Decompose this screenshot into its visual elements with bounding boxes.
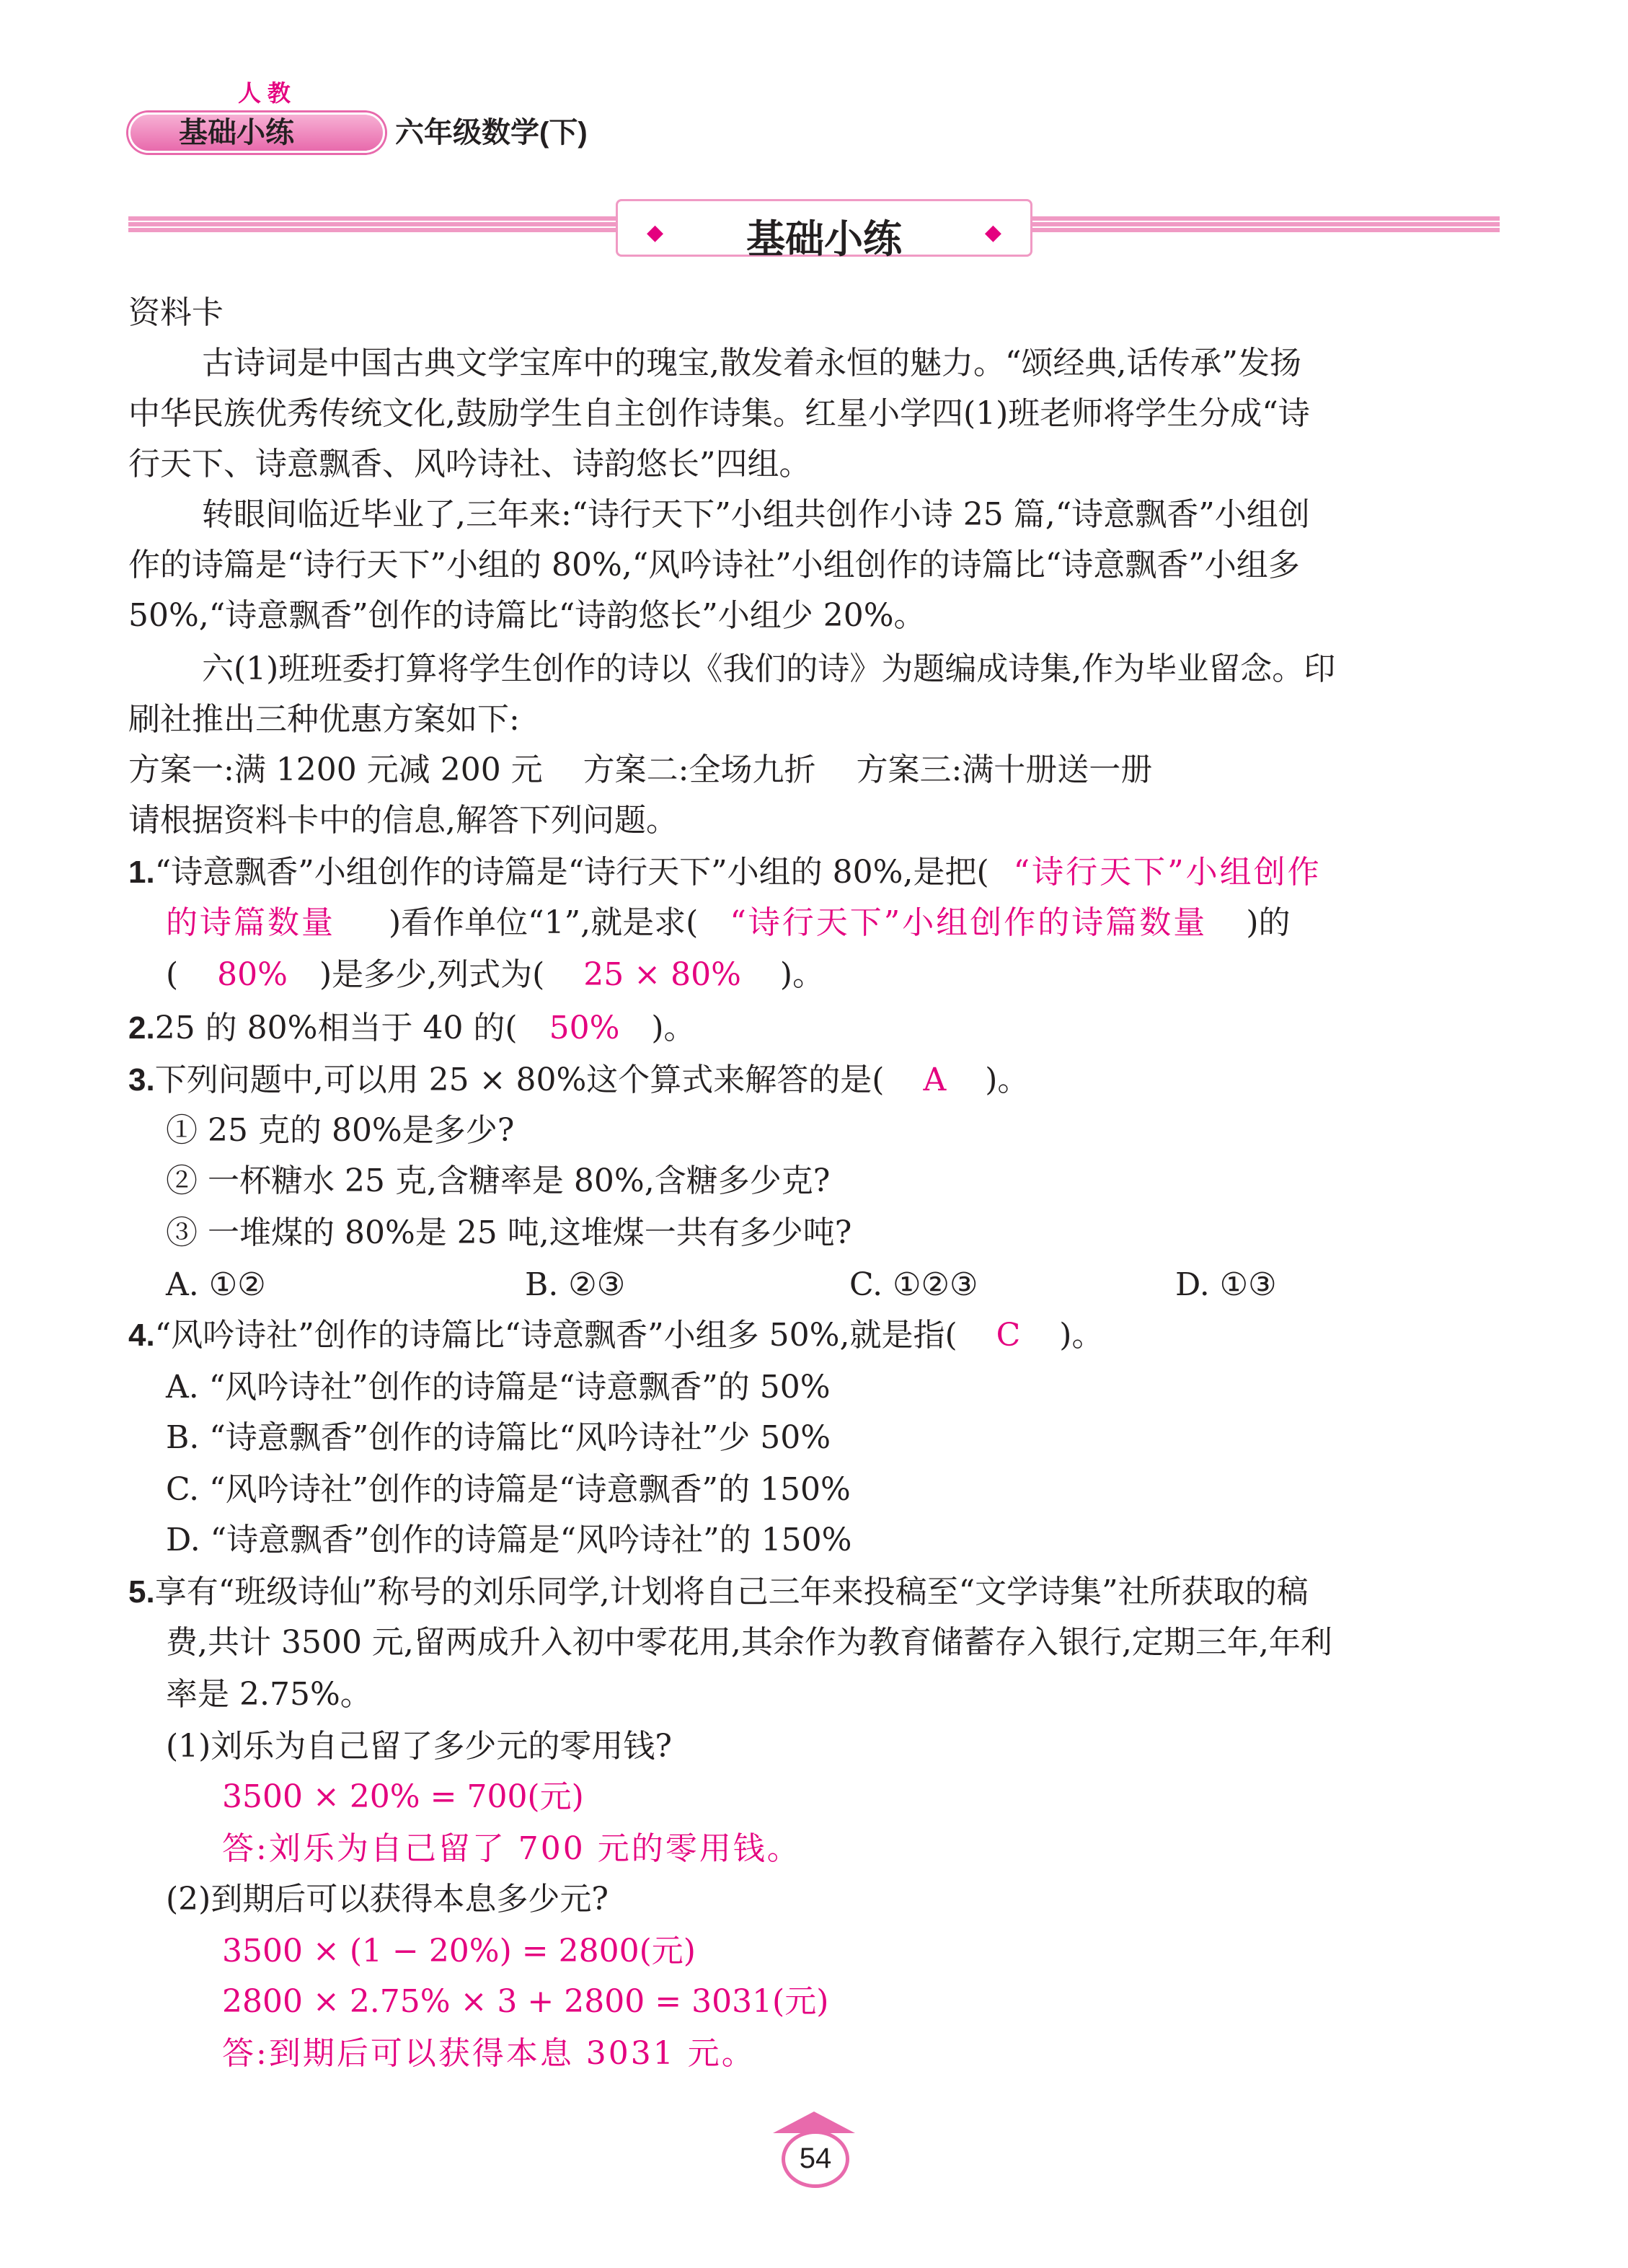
page-number: 54 [799, 2143, 832, 2174]
option-b: B. ②③ [525, 1266, 626, 1303]
question-text: 下列问题中,可以用 25 × 80%这个算式来解答的是( [154, 1062, 885, 1098]
question-text: )。 [1059, 1317, 1104, 1354]
question-number: 4. [128, 1318, 155, 1353]
sub-question-1: (1)刘乐为自己留了多少元的零用钱? [166, 1728, 672, 1765]
card-paragraph-line: 转眼间临近毕业了,三年来:“诗行天下”小组共创作小诗 25 篇,“诗意飘香”小组创 [202, 496, 1310, 533]
question-4-option: D. “诗意飘香”创作的诗篇是“风吟诗社”的 150% [166, 1522, 852, 1558]
card-paragraph-line: 50%,“诗意飘香”创作的诗篇比“诗韵悠长”小组少 20%。 [128, 597, 926, 634]
question-number: 2. [128, 1010, 155, 1046]
question-4 [128, 1314, 1500, 1357]
sub-question-2-calculation: 2800 × 2.75% × 3 + 2800 = 3031(元) [222, 1983, 829, 2020]
question-text: 25 的 80%相当于 40 的( [154, 1010, 518, 1046]
option-a: A. ①② [166, 1266, 266, 1303]
question-1-line-2 [166, 901, 1500, 945]
page-number-badge [766, 2112, 862, 2191]
sub-question-2-calculation: 3500 × (1 − 20%) = 2800(元) [222, 1933, 696, 1969]
question-5-line-1 [128, 1571, 1500, 1614]
question-number: 5. [128, 1574, 155, 1610]
question-number: 3. [128, 1062, 155, 1098]
question-text: )。 [651, 1010, 696, 1046]
sub-question-1-answer: 答:刘乐为自己留了 700 元的零用钱。 [222, 1830, 801, 1867]
card-paragraph-line: 古诗词是中国古典文学宝库中的瑰宝,散发着永恒的魅力。“颂经典,话传承”发扬 [202, 345, 1301, 381]
page-number-circle [782, 2130, 849, 2188]
question-4-option: A. “风吟诗社”创作的诗篇是“诗意飘香”的 50% [166, 1369, 831, 1406]
question-5-line-3: 率是 2.75%。 [166, 1676, 372, 1713]
question-3-statement: ② 一杯糖水 25 克,含糖率是 80%,含糖多少克? [166, 1162, 831, 1199]
question-5-line-2: 费,共计 3500 元,留两成升入初中零花用,其余作为教育储蓄存入银行,定期三年,年利 [166, 1624, 1332, 1661]
question-3-statement: ① 25 克的 80%是多少? [166, 1112, 515, 1149]
banner-stripe-right [1032, 216, 1500, 232]
diamond-icon: ◆ [984, 220, 1001, 245]
answer-blank: 50% [549, 1010, 620, 1046]
question-3 [128, 1059, 1500, 1102]
question-text: )的 [1246, 904, 1291, 941]
card-paragraph-line: 刷社推出三种优惠方案如下: [128, 701, 520, 738]
question-text: )看作单位“1”,就是求( [389, 904, 699, 941]
card-title: 资料卡 [128, 294, 224, 331]
sub-question-1-calculation: 3500 × 20% = 700(元) [222, 1778, 584, 1815]
card-paragraph-line: 行天下、诗意飘香、风吟诗社、诗韵悠长”四组。 [128, 446, 811, 482]
question-1-line-3 [166, 953, 1500, 997]
section-title: 基础小练 [746, 218, 902, 261]
question-text: )。 [985, 1062, 1030, 1098]
question-text: )是多少,列式为( [319, 956, 545, 993]
card-paragraph-line: 六(1)班班委打算将学生创作的诗以《我们的诗》为题编成诗集,作为毕业留念。印 [202, 650, 1336, 687]
card-paragraph-line: 中华民族优秀传统文化,鼓励学生自主创作诗集。红星小学四(1)班老师将学生分成“诗 [128, 395, 1310, 432]
question-text: 享有“班级诗仙”称号的刘乐同学,计划将自己三年来投稿至“文学诗集”社所获取的稿 [154, 1574, 1309, 1610]
question-number: 1. [128, 855, 155, 890]
question-text: )。 [779, 956, 825, 993]
sub-question-2: (2)到期后可以获得本息多少元? [166, 1881, 609, 1918]
answer-blank: A [923, 1062, 947, 1098]
discount-plans: 方案一:满 1200 元减 200 元 方案二:全场九折 方案三:满十册送一册 [128, 751, 1153, 788]
answer-blank: “诗行天下”小组创作的诗篇数量 [730, 904, 1208, 941]
section-banner [616, 199, 1032, 261]
answer-blank: 80% [217, 956, 288, 993]
banner-stripe-left [128, 216, 616, 232]
question-3-statement: ③ 一堆煤的 80%是 25 吨,这堆煤一共有多少吨? [166, 1214, 852, 1251]
series-badge [128, 107, 384, 150]
diamond-icon: ◆ [647, 220, 664, 245]
option-d: D. ①③ [1175, 1266, 1277, 1303]
question-text: “诗意飘香”小组创作的诗篇是“诗行天下”小组的 80%,是把( [154, 854, 989, 891]
badge-publisher: 人 教 [238, 80, 291, 106]
badge-name: 基础小练 [179, 117, 294, 149]
question-text: “风吟诗社”创作的诗篇比“诗意飘香”小组多 50%,就是指( [154, 1317, 957, 1354]
answer-blank: C [996, 1317, 1021, 1354]
card-paragraph-line: 作的诗篇是“诗行天下”小组的 80%,“风吟诗社”小组创作的诗篇比“诗意飘香”小组多 [128, 547, 1300, 583]
question-text: ( [166, 956, 179, 993]
instruction: 请根据资料卡中的信息,解答下列问题。 [128, 802, 678, 839]
answer-blank: “诗行天下”小组创作 [1013, 854, 1322, 891]
grade-label: 六年级数学(下) [395, 117, 588, 149]
question-4-option: B. “诗意飘香”创作的诗篇比“风吟诗社”少 50% [166, 1419, 831, 1456]
answer-blank: 的诗篇数量 [166, 904, 335, 941]
question-4-option: C. “风吟诗社”创作的诗篇是“诗意飘香”的 150% [166, 1471, 851, 1508]
sub-question-2-answer: 答:到期后可以获得本息 3031 元。 [222, 2035, 756, 2072]
question-1-line-1 [128, 851, 1500, 894]
question-2 [128, 1007, 1500, 1050]
option-c: C. ①②③ [849, 1266, 978, 1303]
answer-blank: 25 × 80% [583, 956, 741, 993]
